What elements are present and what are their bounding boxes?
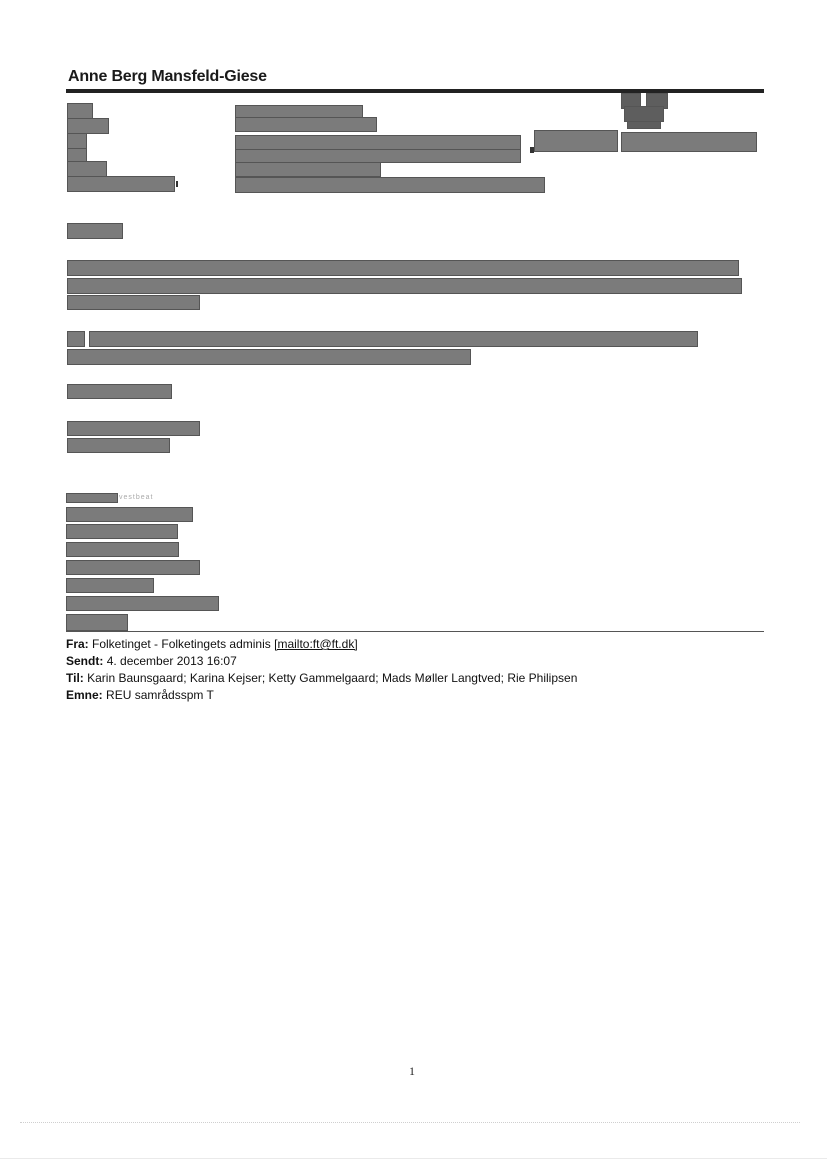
subject-value: REU samrådsspm T [106, 688, 214, 702]
redaction [66, 507, 193, 522]
redaction [67, 384, 172, 399]
redaction [67, 278, 742, 294]
redaction [67, 438, 170, 453]
redaction [235, 117, 377, 132]
scan-artifact [0, 1158, 827, 1159]
redaction [67, 148, 87, 162]
to-line [66, 670, 577, 686]
redaction [235, 177, 545, 193]
from-line [66, 636, 358, 652]
from-label: Fra: [66, 637, 89, 651]
redaction [67, 421, 200, 436]
redaction [67, 295, 200, 310]
redaction [66, 596, 219, 611]
from-value: Folketinget - Folketingets adminis [92, 637, 275, 651]
stray-text: vestbeat [119, 494, 154, 501]
redaction [67, 118, 109, 134]
to-label: Til: [66, 671, 84, 685]
redaction [624, 106, 664, 122]
redaction [66, 542, 179, 557]
subject-line [66, 687, 214, 703]
page-number: 1 [409, 1064, 415, 1078]
redaction [67, 349, 471, 365]
redaction [235, 149, 521, 163]
redaction [66, 578, 154, 593]
redaction [66, 493, 118, 503]
sent-line [66, 653, 237, 669]
separator-rule [66, 631, 764, 632]
redaction [66, 614, 128, 631]
mailto-link[interactable]: [mailto:ft@ft.dk] [274, 637, 358, 651]
scan-speck [530, 147, 534, 153]
scan-speck [176, 181, 178, 187]
redaction [534, 130, 618, 152]
redaction [67, 331, 85, 347]
redaction [621, 132, 757, 152]
redaction [67, 176, 175, 192]
redaction [66, 524, 178, 539]
redaction [235, 135, 521, 150]
redaction [67, 133, 87, 149]
redaction [89, 331, 698, 347]
sender-name: Anne Berg Mansfeld-Giese [68, 68, 267, 85]
redaction [627, 121, 661, 129]
redaction [67, 103, 93, 119]
redaction [67, 161, 107, 177]
redaction [235, 162, 381, 177]
to-value: Karin Baunsgaard; Karina Kejser; Ketty Gammelgaard; Mads Møller Langtved; Rie Philipsen [87, 671, 578, 685]
redaction [66, 560, 200, 575]
subject-label: Emne: [66, 688, 103, 702]
scan-artifact [20, 1122, 800, 1123]
redaction [67, 223, 123, 239]
redaction [67, 260, 739, 276]
sent-label: Sendt: [66, 654, 104, 668]
sent-value: 4. december 2013 16:07 [106, 654, 237, 668]
